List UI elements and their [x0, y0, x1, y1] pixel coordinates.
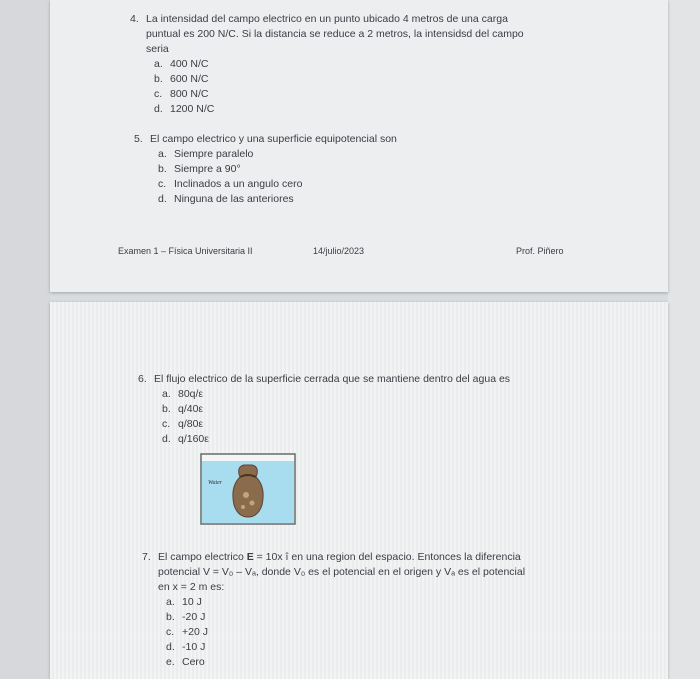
- footer-date: 14/julio/2023: [313, 246, 365, 256]
- question-text-line: seria: [146, 43, 169, 55]
- option-d: d. 1200 N/C: [154, 103, 215, 115]
- question-4: [130, 12, 580, 117]
- question-text-line: El campo electrico E = 10x î en una region del espacio. Entonces la diferencia: [158, 551, 521, 563]
- option-b: b. -20 J: [166, 611, 206, 623]
- footer-course: Examen 1 – Física Universitaria II: [118, 246, 253, 256]
- option-b: b. q/40ε: [162, 403, 204, 415]
- option-b: b. Siempre a 90°: [158, 163, 241, 175]
- option-a: a. 400 N/C: [154, 58, 209, 70]
- option-d: d. Ninguna de las anteriores: [158, 193, 294, 205]
- option-a: a. Siempre paralelo: [158, 148, 254, 160]
- option-c: c. 800 N/C: [154, 88, 209, 100]
- question-number: 4.: [130, 13, 139, 25]
- option-d: d. q/160ε: [162, 433, 209, 445]
- question-text: El flujo electrico de la superficie cerrada que se mantiene dentro del agua es: [154, 373, 511, 385]
- option-b: b. 600 N/C: [154, 73, 209, 85]
- question-text-line: en x = 2 m es:: [158, 581, 225, 593]
- option-a: a. 80q/ε: [162, 388, 204, 400]
- question-number: 7.: [142, 551, 151, 563]
- question-text-line: potencial V = V₀ – Vₐ, donde V₀ es el potencial en el origen y Vₐ es el potencial: [158, 566, 526, 578]
- option-c: c. +20 J: [166, 626, 208, 638]
- option-d: d. -10 J: [166, 641, 206, 653]
- question-7: [142, 550, 582, 670]
- option-c: c. q/80ε: [162, 418, 204, 430]
- option-c: c. Inclinados a un angulo cero: [158, 178, 303, 190]
- question-number: 6.: [138, 373, 147, 385]
- background-left: [0, 0, 50, 679]
- footer-professor: Prof. Piñero: [516, 246, 564, 256]
- question-text-line: puntual es 200 N/C. Si la distancia se reduce a 2 metros, la intensidsd del campo: [146, 28, 524, 40]
- background-right: [668, 0, 700, 679]
- question-5: [134, 132, 534, 207]
- water-label: Water: [208, 480, 223, 486]
- question-text: El campo electrico y una superficie equipotencial son: [150, 133, 397, 145]
- option-a: a. 10 J: [166, 596, 202, 608]
- option-e: e. Cero: [166, 656, 205, 668]
- question-text-line: La intensidad del campo electrico en un punto ubicado 4 metros de una carga: [146, 13, 508, 25]
- water-container-figure: [200, 453, 296, 525]
- question-number: 5.: [134, 133, 143, 145]
- question-6: [138, 372, 558, 447]
